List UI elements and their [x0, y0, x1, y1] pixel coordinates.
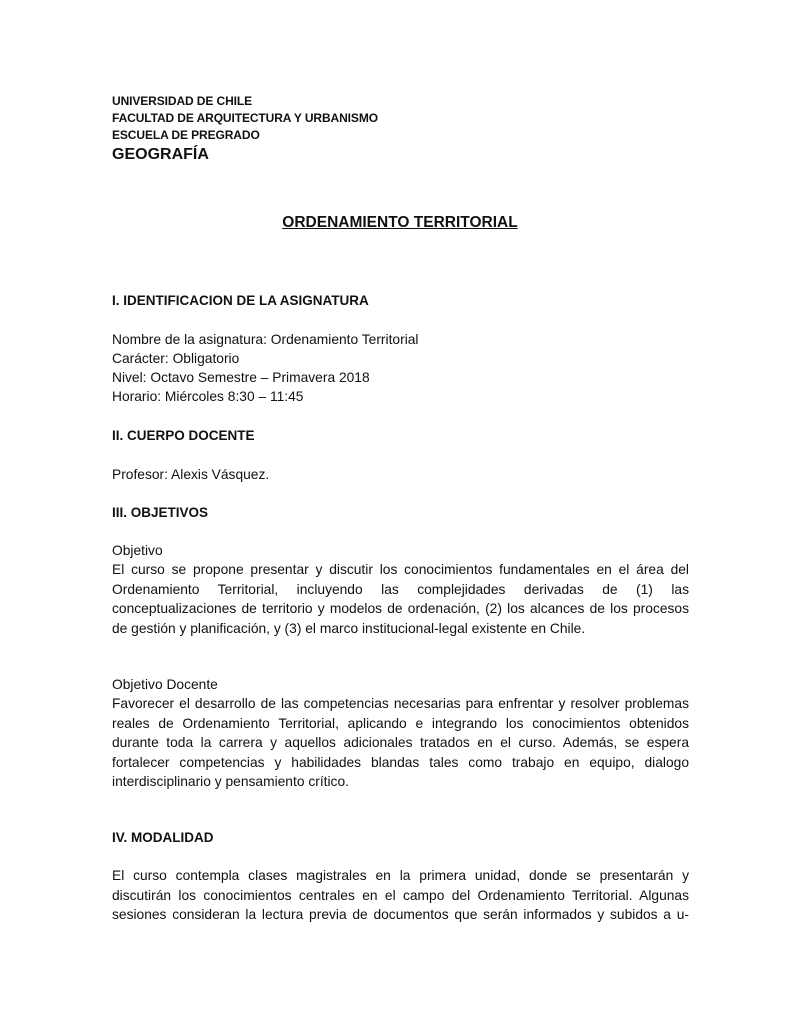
professor-line: Profesor: Alexis Vásquez. — [112, 467, 270, 482]
course-schedule-line: Horario: Miércoles 8:30 – 11:45 — [112, 389, 304, 404]
university-name: UNIVERSIDAD DE CHILE — [112, 94, 253, 108]
program-name: GEOGRAFÍA — [112, 146, 209, 163]
teaching-objective-label: Objetivo Docente — [112, 677, 218, 692]
section-identification-heading: I. IDENTIFICACION DE LA ASIGNATURA — [112, 293, 369, 308]
document-title: ORDENAMIENTO TERRITORIAL — [282, 214, 518, 231]
course-name-line: Nombre de la asignatura: Ordenamiento Territorial — [112, 332, 419, 347]
course-character-line: Carácter: Obligatorio — [112, 351, 240, 366]
section-faculty-heading: II. CUERPO DOCENTE — [112, 428, 255, 443]
modality-paragraph: El curso contempla clases magistrales en la primera unidad, donde se presentarán y discutirán los conocimientos centrales en el campo del Ordenamiento Territorial. Algunas sesiones consideran la lectura previa de documentos que serán informados y subidos a u- — [112, 868, 689, 922]
school-name: ESCUELA DE PREGRADO — [112, 128, 260, 142]
section-modality-heading: IV. MODALIDAD — [112, 830, 214, 845]
course-level-line: Nivel: Octavo Semestre – Primavera 2018 — [112, 370, 370, 385]
section-objectives-heading: III. OBJETIVOS — [112, 505, 209, 520]
teaching-objective-paragraph: Favorecer el desarrollo de las competencias necesarias para enfrentar y resolver problemas reales de Ordenamiento Territorial, aplicando e integrando los conocimientos obtenidos durante toda la carrera y aquellos adicionales tratados en el curso. Además, se espera fortalecer competencias y habilidades blandas tales como trabajo en equipo, dialogo interdisciplinario y pensamiento crítico. — [112, 696, 689, 789]
faculty-name: FACULTAD DE ARQUITECTURA Y URBANISMO — [112, 111, 378, 125]
objective-label: Objetivo — [112, 543, 163, 558]
objective-paragraph: El curso se propone presentar y discutir los conocimientos fundamentales en el área del Ordenamiento Territorial, incluyendo las complejidades derivadas de (1) las conceptualizaciones de territorio y modelos de ordenación, (2) los alcances de los procesos de gestión y planificación, y (3) el marco institucional-legal existente en Chile. — [112, 562, 689, 636]
